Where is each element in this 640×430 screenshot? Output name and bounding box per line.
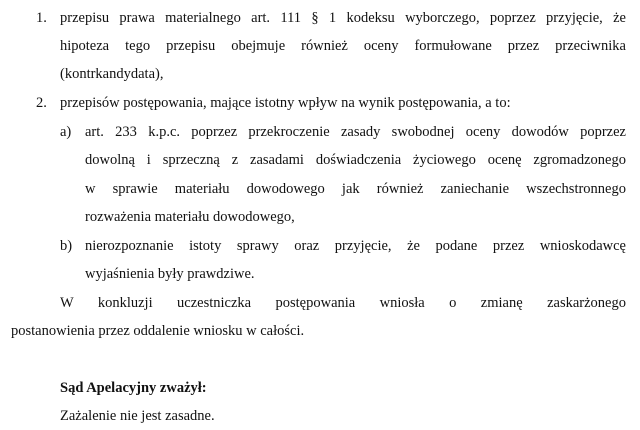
item-1-line-1: przepisu prawa materialnego art. 111 § 1 kodeksu wyborczego, poprzez przyjęcie, że [60,10,626,26]
sub-a-line-4: rozważenia materiału dowodowego, [85,209,295,225]
sub-a-line-2: dowolną i sprzeczną z zasadami doświadczenia życiowego ocenę zgromadzonego [85,152,626,168]
sub-a-line-1: art. 233 k.p.c. poprzez przekroczenie zasady swobodnej oceny dowodów poprzez [85,124,626,140]
item-2-number: 2. [36,95,47,111]
court-heading: Sąd Apelacyjny zważył: [60,380,207,396]
sub-a-line-3: w sprawie materiału dowodowego jak również zaniechanie wszechstronnego [85,181,626,197]
sub-b-line-2: wyjaśnienia były prawdziwe. [85,266,255,282]
item-1-number: 1. [36,10,47,26]
court-text: Zażalenie nie jest zasadne. [60,408,215,424]
conclusion-line-1: W konkluzji uczestniczka postępowania wniosła o zmianę zaskarżonego [60,295,626,311]
sub-b-letter: b) [60,238,73,254]
sub-a-letter: a) [60,124,72,140]
item-1-line-2: hipoteza tego przepisu obejmuje również oceny formułowane przez przeciwnika [60,38,626,54]
item-1-line-3: (kontrkandydata), [60,66,164,82]
conclusion-line-2: postanowienia przez oddalenie wniosku w całości. [11,323,305,339]
item-2-line: przepisów postępowania, mające istotny wpływ na wynik postępowania, a to: [60,95,511,111]
sub-b-line-1: nierozpoznanie istoty sprawy oraz przyjęcie, że podane przez wnioskodawcę [85,238,626,254]
